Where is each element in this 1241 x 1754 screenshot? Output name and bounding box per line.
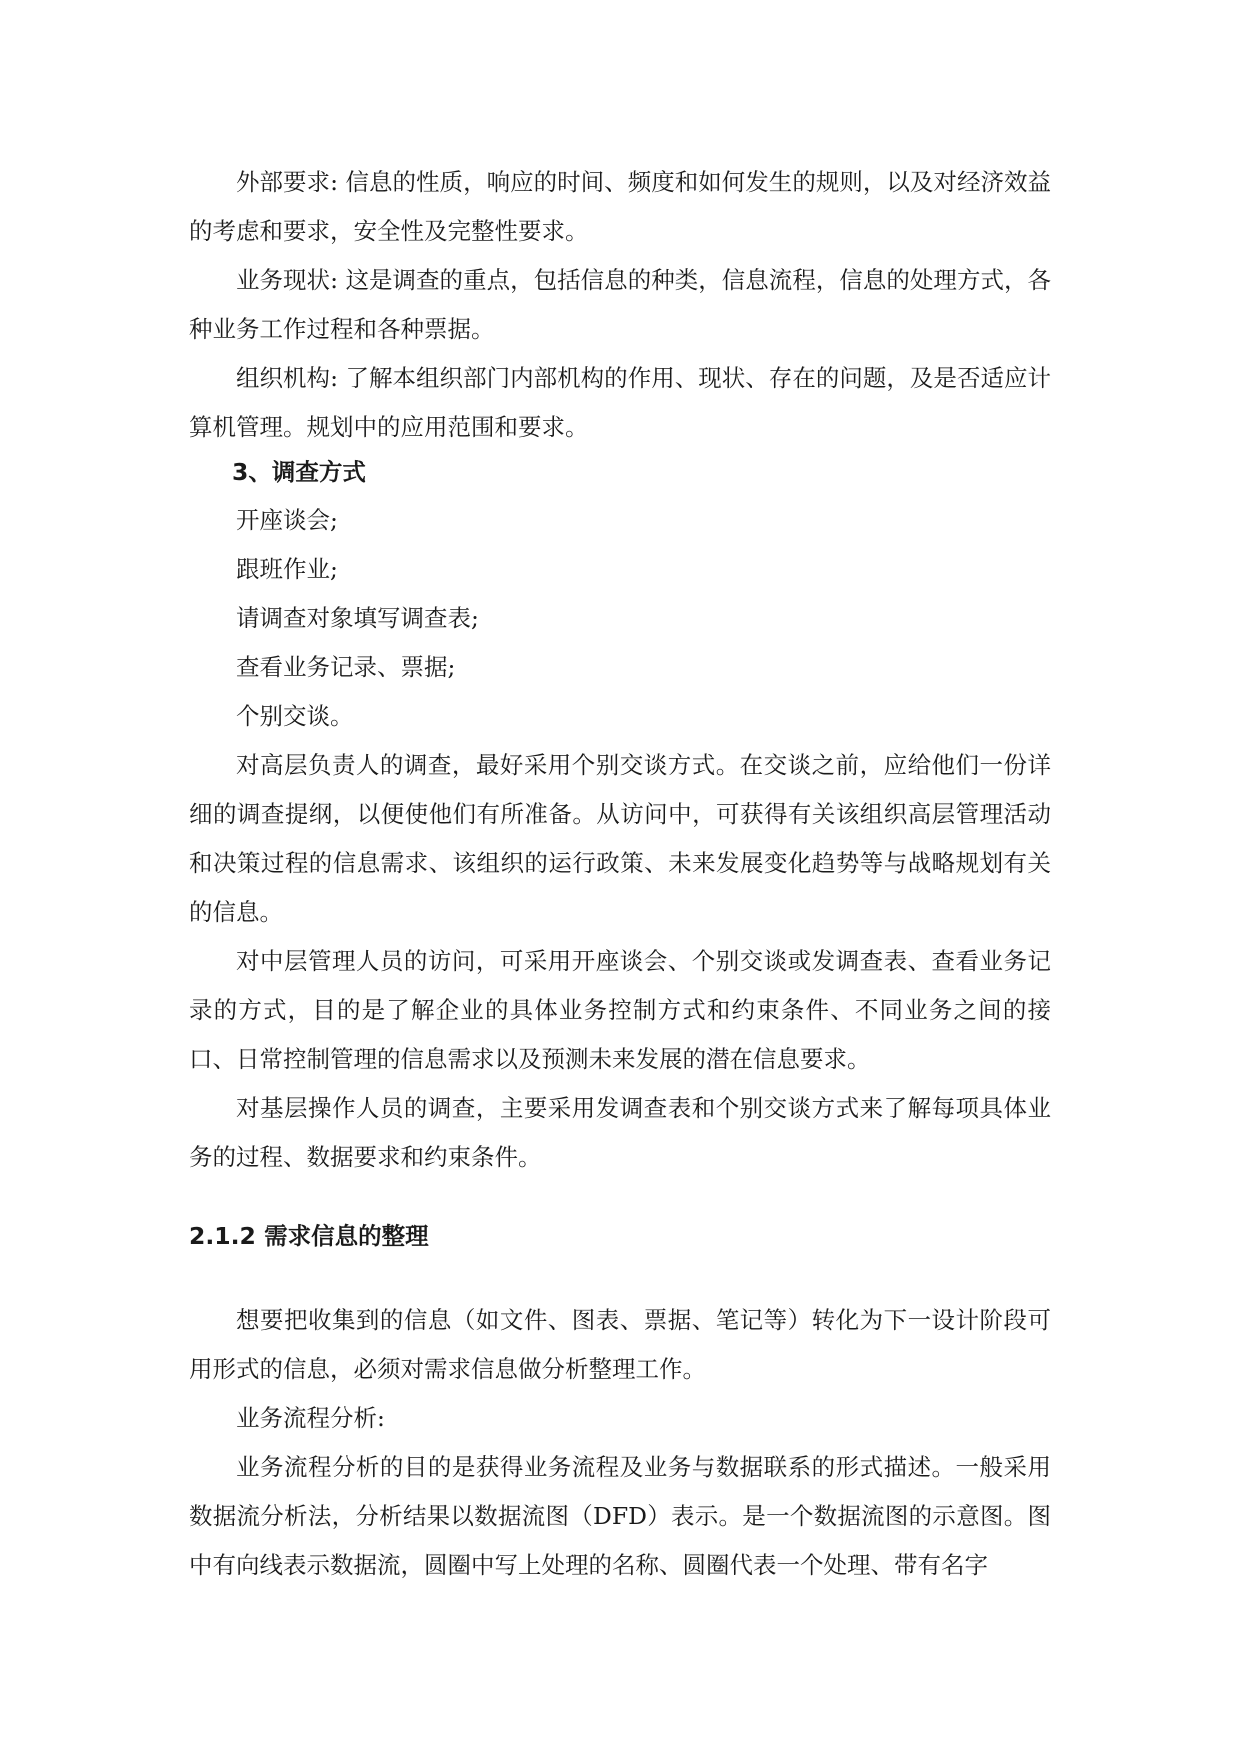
paragraph-base-survey: 对基层操作人员的调查，主要采用发调查表和个别交谈方式来了解每项具体业务的过程、数据要求和约束条件。 — [189, 1094, 1051, 1171]
survey-method-item: 个别交谈。 — [236, 702, 354, 730]
paragraph-organization: 组织机构: 了解本组织部门内部机构的作用、现状、存在的问题，及是否适应计算机管理。规划中的应用范围和要求。 — [189, 364, 1051, 441]
paragraph-organize-info: 想要把收集到的信息（如文件、图表、票据、笔记等）转化为下一设计阶段可用形式的信息，必须对需求信息做分析整理工作。 — [189, 1306, 1051, 1383]
paragraph-external-requirements: 外部要求: 信息的性质，响应的时间、频度和如何发生的规则，以及对经济效益的考虑和要求，安全性及完整性要求。 — [189, 168, 1051, 245]
paragraph-process-analysis: 业务流程分析的目的是获得业务流程及业务与数据联系的形式描述。一般采用数据流分析法，分析结果以数据流图（DFD）表示。是一个数据流图的示意图。图中有向线表示数据流，圆圈中写上处理的名称、圆圈代表一个处理、带有名字 — [189, 1453, 1051, 1579]
survey-methods-heading: 3、调查方式 — [232, 458, 366, 486]
survey-method-item: 请调查对象填写调查表; — [236, 604, 479, 632]
survey-method-item: 开座谈会; — [236, 506, 338, 534]
document-page — [189, 158, 1051, 1590]
survey-method-item: 跟班作业; — [236, 555, 338, 583]
paragraph-business-status: 业务现状: 这是调查的重点，包括信息的种类，信息流程，信息的处理方式，各种业务工作过程和各种票据。 — [189, 266, 1051, 343]
section-heading: 2.1.2 需求信息的整理 — [189, 1222, 429, 1250]
paragraph-process-analysis-label: 业务流程分析: — [236, 1404, 385, 1432]
paragraph-senior-survey: 对高层负责人的调查，最好采用个别交谈方式。在交谈之前，应给他们一份详细的调查提纲，以便使他们有所准备。从访问中，可获得有关该组织高层管理活动和决策过程的信息需求、该组织的运行政策、未来发展变化趋势等与战略规划有关的信息。 — [189, 751, 1051, 926]
survey-method-item: 查看业务记录、票据; — [236, 653, 456, 681]
paragraph-middle-survey: 对中层管理人员的访问，可采用开座谈会、个别交谈或发调查表、查看业务记录的方式，目的是了解企业的具体业务控制方式和约束条件、不同业务之间的接口、日常控制管理的信息需求以及预测未来发展的潜在信息要求。 — [189, 947, 1051, 1073]
